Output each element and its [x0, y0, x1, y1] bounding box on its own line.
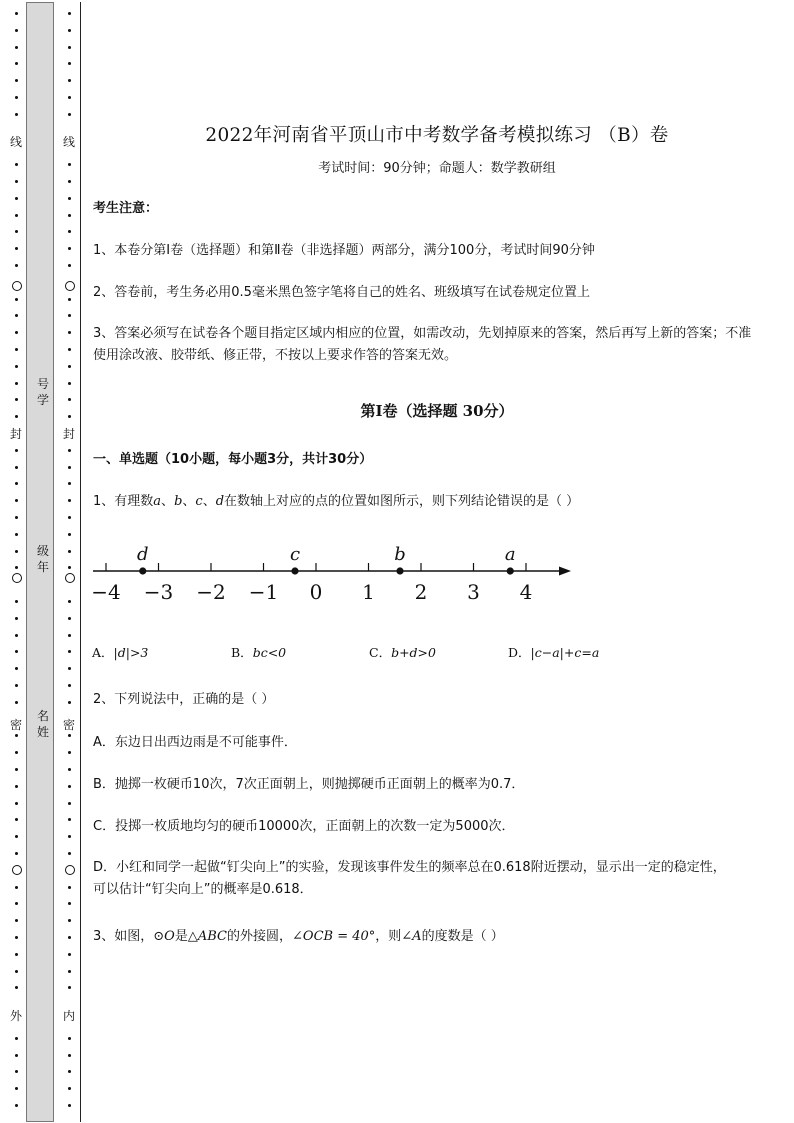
margin-dot [68, 1037, 71, 1040]
margin-dot [68, 634, 71, 637]
q3-angle-given: ∠OCB = 40° [292, 929, 376, 944]
margin-dot [68, 331, 71, 334]
margin-dot [15, 197, 18, 200]
notice-item-1: 1、本卷分第I卷（选择题）和第Ⅱ卷（非选择题）两部分，满分100分，考试时间90分钟 [93, 243, 595, 258]
notice-item-2: 2、答卷前，考生务必用0.5毫米黑色签字笔将自己的姓名、班级填写在试卷规定位置上 [93, 285, 590, 300]
margin-dot [68, 919, 71, 922]
margin-circle [12, 573, 22, 583]
margin-dot [68, 550, 71, 553]
margin-dot [15, 46, 18, 49]
margin-dot [15, 365, 18, 368]
margin-dot [68, 197, 71, 200]
part-heading: 一、单选题（10小题，每小题3分，共计30分） [93, 452, 373, 467]
notice-heading: 考生注意： [93, 201, 159, 216]
margin-dot [15, 684, 18, 687]
margin-circle [65, 281, 75, 291]
margin-dot [15, 499, 18, 502]
margin-dot [68, 650, 71, 653]
margin-dot [68, 62, 71, 65]
margin-dot [15, 936, 18, 939]
seal-secret-outer: 密 [9, 718, 22, 732]
margin-dot [15, 230, 18, 233]
q3-angle-asked: ∠A [401, 929, 422, 944]
margin-dot [68, 566, 71, 569]
q1-var-b: b [174, 494, 183, 509]
margin-dot [15, 566, 18, 569]
margin-dot [68, 986, 71, 989]
margin-dot [68, 298, 71, 301]
seal-outside-label: 外 [9, 1009, 22, 1023]
margin-dot [15, 163, 18, 166]
q3-stem-post: 的度数是（ ） [421, 929, 504, 944]
margin-dot [15, 802, 18, 805]
margin-dot [68, 398, 71, 401]
margin-dot [15, 533, 18, 536]
margin-dot [15, 734, 18, 737]
margin-dot [68, 516, 71, 519]
margin-dot [68, 264, 71, 267]
margin-dot [68, 852, 71, 855]
margin-dot [68, 415, 71, 418]
margin-dot [68, 113, 71, 116]
q1-stem-post: 在数轴上对应的点的位置如图所示，则下列结论错误的是（ ） [224, 494, 580, 509]
margin-dot [15, 214, 18, 217]
margin-dot [15, 617, 18, 620]
margin-dot [15, 986, 18, 989]
margin-dot [15, 1070, 18, 1073]
number-line-arrow [559, 567, 571, 576]
margin-dot [68, 499, 71, 502]
margin-dot [68, 533, 71, 536]
margin-dot [68, 970, 71, 973]
margin-dot [68, 1104, 71, 1107]
margin-dot [68, 617, 71, 620]
q2-option-c[interactable]: C．投掷一枚质地均匀的硬币10000次，正面朝上的次数一定为5000次． [93, 819, 515, 834]
tick-label: 4 [519, 580, 533, 604]
margin-dot [15, 12, 18, 15]
margin-dot [15, 466, 18, 469]
margin-dot [68, 701, 71, 704]
point-label-b: b [394, 544, 406, 565]
margin-dot [15, 62, 18, 65]
point-label-c: c [289, 544, 301, 565]
tick-label: −2 [196, 580, 226, 604]
margin-dot [68, 818, 71, 821]
margin-dot [15, 1037, 18, 1040]
margin-dot [15, 482, 18, 485]
margin-dot [68, 953, 71, 956]
margin-dot [15, 550, 18, 553]
seal-line-outer: 线 [9, 135, 22, 149]
tick-label: 2 [414, 580, 428, 604]
margin-dot [15, 634, 18, 637]
margin-dot [15, 348, 18, 351]
margin-dot [68, 734, 71, 737]
margin-dot [15, 835, 18, 838]
margin-dot [68, 667, 71, 670]
point-b [396, 567, 403, 574]
q1-option-b-expr: bc<0 [252, 645, 287, 660]
margin-dot [68, 46, 71, 49]
margin-dot [15, 298, 18, 301]
margin-dot [15, 96, 18, 99]
margin-dot [68, 936, 71, 939]
q1-option-d-letter: D． [508, 645, 531, 660]
question-3-stem [93, 926, 753, 948]
section-title: 第I卷（选择题 30分） [360, 402, 514, 420]
margin-dot [68, 247, 71, 250]
margin-circle [12, 281, 22, 291]
margin-dot [15, 919, 18, 922]
q3-triangle: △ABC [187, 929, 227, 944]
margin-dot [15, 852, 18, 855]
margin-dot [15, 1054, 18, 1057]
margin-dot [68, 802, 71, 805]
margin-dot [15, 29, 18, 32]
q1-var-d: d [215, 494, 225, 509]
margin-dot [15, 113, 18, 116]
q3-stem-pre: 3、如图， [93, 929, 154, 944]
margin-dot [15, 751, 18, 754]
tick-label: −4 [91, 580, 121, 604]
margin-dot [68, 180, 71, 183]
q1-option-c-expr: b+d>0 [391, 645, 436, 660]
margin-dot [15, 415, 18, 418]
margin-dot [15, 314, 18, 317]
seal-seal-outer: 封 [9, 427, 22, 441]
margin-dot [68, 482, 71, 485]
margin-dot [15, 953, 18, 956]
page-title: 2022年河南省平顶山市中考数学备考模拟练习 （B）卷 [205, 125, 669, 146]
q2-option-a[interactable]: A．东边日出西边雨是不可能事件． [93, 735, 297, 750]
q3-circle: ⊙O [153, 929, 175, 944]
grade-label: 级年 [36, 544, 49, 574]
tick-label: 0 [309, 580, 323, 604]
number-line-figure [85, 535, 585, 610]
q1-option-a[interactable] [92, 643, 148, 661]
q3-mid3: ，则 [375, 929, 402, 944]
name-label: 名姓 [36, 709, 49, 739]
margin-dot [68, 382, 71, 385]
point-label-d: d [136, 544, 149, 565]
margin-dot [15, 1104, 18, 1107]
margin-dot [68, 1070, 71, 1073]
margin-dot [68, 1087, 71, 1090]
question-2-stem: 2、下列说法中，正确的是（ ） [93, 692, 275, 707]
margin-dot [68, 1054, 71, 1057]
q1-option-d[interactable] [508, 643, 599, 661]
margin-dot [15, 970, 18, 973]
margin-dot [68, 751, 71, 754]
margin-dot [15, 785, 18, 788]
q1-var-a: a [153, 494, 162, 509]
margin-dot [68, 466, 71, 469]
margin-dot [15, 382, 18, 385]
margin-dot [15, 902, 18, 905]
margin-circle [65, 573, 75, 583]
margin-dot [68, 768, 71, 771]
notice-item-3: 3、答案必须写在试卷各个题目指定区域内相应的位置，如需改动，先划掉原来的答案，然后再写上新的答案；不准使用涂改液、胶带纸、修正带，不按以上要求作答的答案无效。 [93, 326, 752, 363]
q1-option-c[interactable] [369, 643, 436, 661]
seal-seal-inner: 封 [62, 427, 75, 441]
point-c [291, 567, 298, 574]
margin-dot [68, 29, 71, 32]
margin-dot [15, 818, 18, 821]
q1-stem-pre: 1、有理数 [93, 494, 154, 509]
margin-circle [65, 865, 75, 875]
margin-dot [68, 835, 71, 838]
margin-dot [68, 785, 71, 788]
margin-dot [68, 214, 71, 217]
margin-dot [15, 701, 18, 704]
margin-dot [68, 365, 71, 368]
q2-option-d[interactable]: D．小红和同学一起做“钉尖向上”的实验，发现该事件发生的频率总在0.618附近摆动，显示出一定的稳定性，可以估计“钉尖向上”的概率是0.618． [93, 860, 726, 897]
point-a [507, 567, 514, 574]
margin-dot [15, 79, 18, 82]
margin-dot [15, 398, 18, 401]
margin-dot [15, 768, 18, 771]
margin-dot [15, 650, 18, 653]
margin-dot [15, 667, 18, 670]
margin-dot [68, 12, 71, 15]
q1-var-c: c [195, 494, 203, 509]
margin-dot [68, 449, 71, 452]
q1-option-a-letter: A． [92, 645, 114, 660]
seal-inside-label: 内 [62, 1009, 75, 1023]
tick-label: −3 [143, 580, 174, 604]
tick-label: −1 [248, 580, 279, 604]
margin-dot [68, 314, 71, 317]
margin-dot [15, 331, 18, 334]
margin-dot [15, 1087, 18, 1090]
q3-mid2: 的外接圆， [227, 929, 293, 944]
margin-dot [15, 264, 18, 267]
margin-dot [15, 449, 18, 452]
margin-dot [68, 230, 71, 233]
question-1-stem: 1、有理数a、b、c、d在数轴上对应的点的位置如图所示，则下列结论错误的是（ ） [93, 494, 580, 509]
seal-secret-inner: 密 [62, 718, 75, 732]
tick-label: 1 [362, 580, 375, 604]
tick-label: 3 [467, 580, 480, 604]
q3-mid1: 是 [174, 929, 188, 944]
seal-line-inner: 线 [62, 135, 75, 149]
point-d [139, 567, 146, 574]
margin-dot [68, 96, 71, 99]
margin-dot [68, 902, 71, 905]
q2-option-b[interactable]: B．抛掷一枚硬币10次，7次正面朝上，则抛掷硬币正面朝上的概率为0.7． [93, 777, 525, 792]
margin-dot [68, 600, 71, 603]
q1-option-a-expr: |d|>3 [113, 645, 149, 660]
margin-dot [15, 180, 18, 183]
margin-dot [15, 516, 18, 519]
margin-dot [68, 684, 71, 687]
q1-option-c-letter: C． [369, 645, 392, 660]
q1-option-b[interactable] [231, 643, 286, 661]
margin-dot [68, 348, 71, 351]
student-id-label: 号学 [36, 377, 49, 407]
margin-dot [15, 247, 18, 250]
margin-dot [68, 886, 71, 889]
margin-circle [12, 865, 22, 875]
exam-info: 考试时间：90分钟；命题人：数学教研组 [318, 161, 556, 176]
point-label-a: a [504, 544, 516, 565]
margin-dot [68, 79, 71, 82]
q1-option-b-letter: B． [231, 645, 253, 660]
margin-dot [68, 163, 71, 166]
margin-dot [15, 886, 18, 889]
margin-dot [15, 600, 18, 603]
q1-option-d-expr: |c−a|+c=a [530, 645, 600, 660]
